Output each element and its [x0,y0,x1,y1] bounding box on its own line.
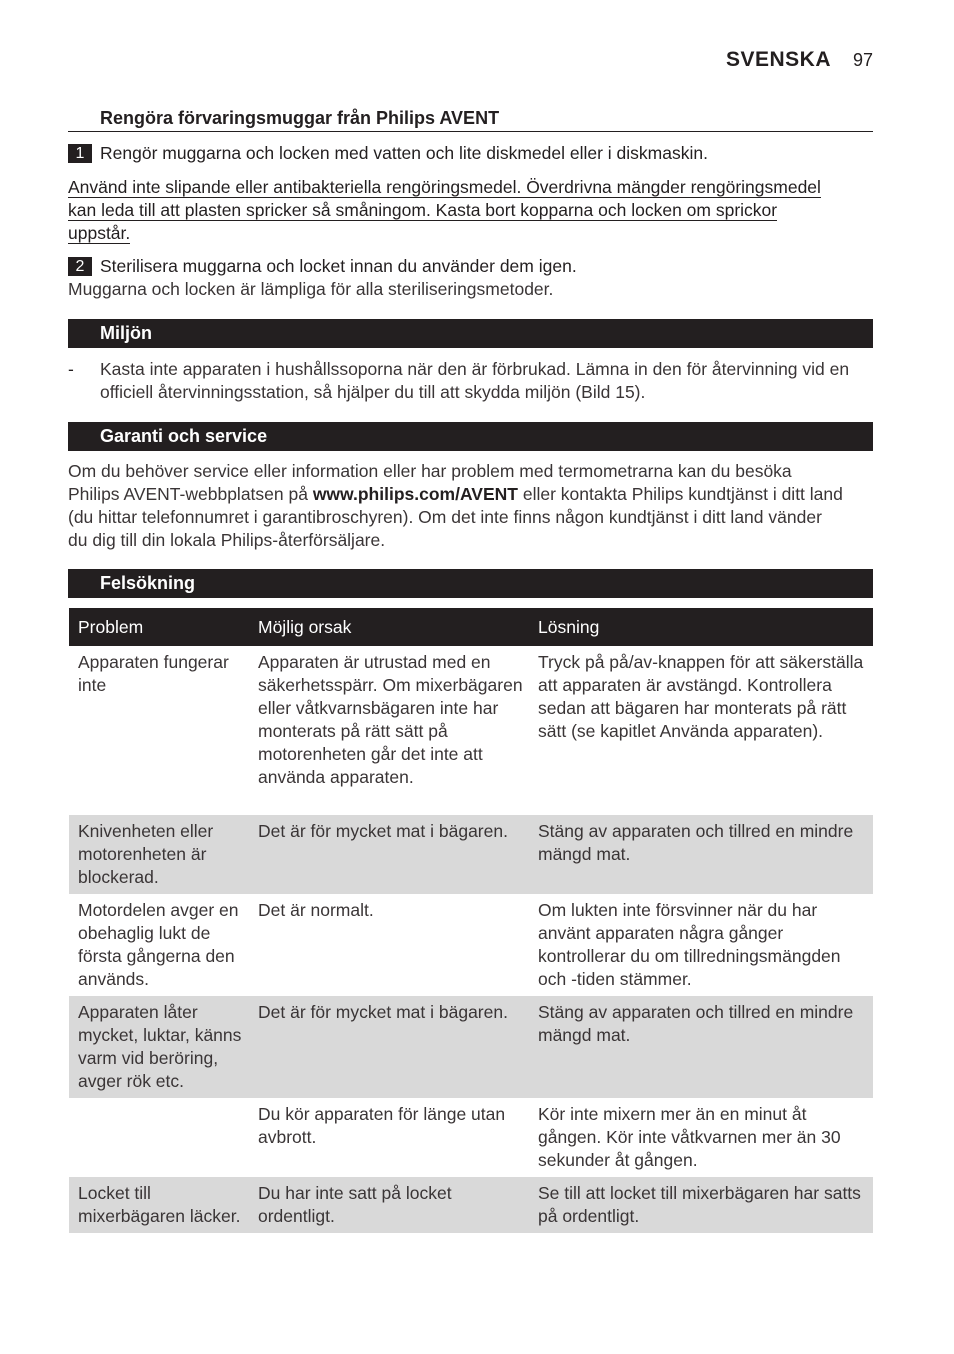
warning-text [68,176,873,245]
environment-header [68,319,873,348]
problem-cell [69,1098,249,1177]
environment-line: officiell återvinningsstation, så hjälper du till att skydda miljön (Bild 15). [100,382,646,402]
table-row [69,996,873,1098]
guarantee-line [68,483,878,506]
warning-line: kan leda till att plasten spricker så småningom. Kasta bort kopparna och locken om sprickor [68,200,778,220]
language-label: SVENSKA [725,48,831,71]
problem-cell: Apparaten låter mycket, luktar, känns varm vid beröring, avger rök etc. [69,996,249,1098]
guarantee-header [68,422,873,451]
environment-title: Miljön [100,323,152,343]
guarantee-line: Om du behöver service eller information eller har problem med termometrarna kan du besöka [68,461,792,481]
table-row [69,815,873,894]
warning-line: Använd inte slipande eller antibakteriella rengöringsmedel. Överdrivna mängder rengöringsmedel [68,177,821,197]
environment-text [100,358,875,404]
guarantee-text-pre: Philips AVENT-webbplatsen på [68,484,313,504]
table-row [69,894,873,996]
bullet-dash: - [68,359,74,379]
column-header-solution: Lösning [529,608,873,646]
page-number: 97 [853,50,874,70]
troubleshooting-table [69,608,873,1233]
cause-cell: Du kör apparaten för länge utan avbrott. [258,1104,506,1147]
cleaning-title: Rengöra förvaringsmuggar från Philips AVENT [100,108,500,128]
table-row [69,646,873,815]
solution-cell: Stäng av apparaten och tillred en mindre mängd mat. [529,815,873,894]
cause-cell: Det är normalt. [258,900,374,920]
problem-cell: Locket till mixerbägaren läcker. [69,1177,249,1233]
philips-website-link[interactable]: www.philips.com/AVENT [312,484,518,504]
table-row [69,1177,873,1233]
cause-cell: Apparaten är utrustad med en säkerhetsspärr. Om mixerbägaren eller våtkvarnsbägaren inte har monterats på rätt sätt på motorenheten går det inte att använda apparaten. [258,652,523,787]
troubleshooting-header [68,569,873,598]
problem-cell: Motordelen avger en obehaglig lukt de första gångerna den används. [78,900,239,989]
step-number: 2 [68,257,92,276]
warning-line: uppstår. [68,223,131,243]
column-header-problem: Problem [69,608,249,646]
step-2 [68,255,577,278]
guarantee-line: du dig till din lokala Philips-återförsäljare. [68,530,386,550]
environment-line: Kasta inte apparaten i hushållssoporna när den är förbrukad. Lämna in den för återvinning vid en [100,359,850,379]
solution-cell: Stäng av apparaten och tillred en mindre mängd mat. [529,996,873,1098]
cause-cell: Det är för mycket mat i bägaren. [249,815,529,894]
guarantee-line: (du hittar telefonnumret i garantibroschyren). Om det inte finns någon kundtjänst i ditt land vänder [68,507,822,527]
solution-cell: Kör inte mixern mer än en minut åt gången. Kör inte våtkvarnen mer än 30 sekunder åt gången. [538,1104,841,1170]
solution-cell: Om lukten inte försvinner när du har använt apparaten några gånger kontrollerar du om tillredningsmängden och -tiden stämmer. [538,900,841,989]
problem-cell: Knivenheten eller motorenheten är blockerad. [69,815,249,894]
step-text: Rengör muggarna och locken med vatten och lite diskmedel eller i diskmaskin. [100,143,708,163]
cause-cell: Du har inte satt på locket ordentligt. [249,1177,529,1233]
table-row [69,1098,873,1177]
step-text: Sterilisera muggarna och locket innan du använder dem igen. [100,256,577,276]
solution-cell: Tryck på på/av-knappen för att säkerställa att apparaten är avstängd. Kontrollera sedan att bägaren har monterats på rätt sätt (se kapitlet Använda apparaten). [538,652,864,741]
step-number: 1 [68,144,92,163]
step-1 [68,142,708,165]
column-header-cause: Möjlig orsak [249,608,529,646]
guarantee-text-post: eller kontakta Philips kundtjänst i ditt land [517,484,843,504]
sterilisation-note: Muggarna och locken är lämpliga för alla steriliseringsmetoder. [68,279,554,299]
troubleshooting-title: Felsökning [100,573,196,593]
cause-cell: Det är för mycket mat i bägaren. [249,996,529,1098]
table-header-row [69,608,873,646]
guarantee-title: Garanti och service [100,426,268,446]
section-divider [68,131,873,132]
guarantee-text [68,460,878,552]
problem-cell: Apparaten fungerar inte [78,652,229,695]
solution-cell: Se till att locket till mixerbägaren har satts på ordentligt. [529,1177,873,1233]
